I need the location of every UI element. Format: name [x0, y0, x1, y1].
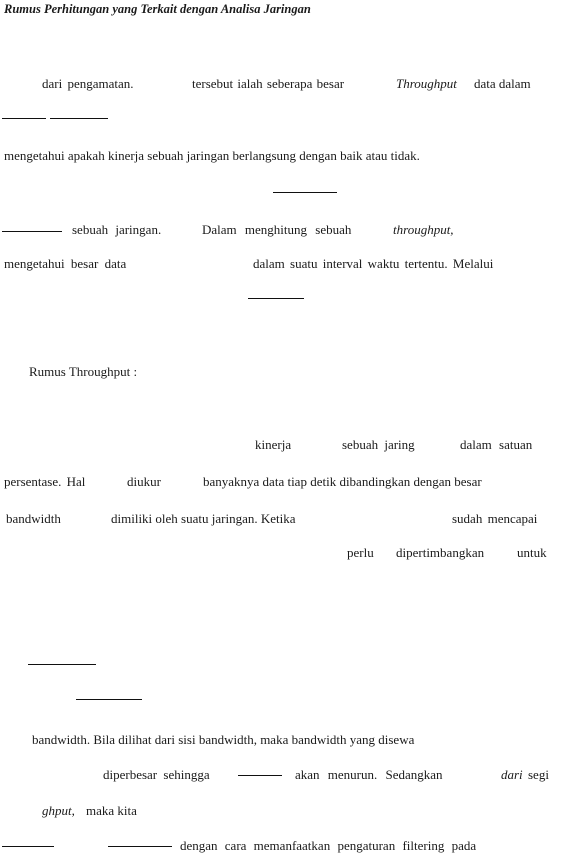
p4-line2-c: dari — [501, 767, 523, 782]
p3-line2-c: banyaknya data tiap detik dibandingkan dengan besar — [203, 474, 482, 489]
p3-line1-a: kinerja — [255, 437, 292, 452]
p4-line1: bandwidth. Bila dilihat dari sisi bandwidth, maka bandwidth yang disewa — [32, 732, 415, 747]
throughput-formula-label: Rumus Throughput : — [29, 364, 138, 379]
p1-line1-b: tersebut ialah seberapa besar — [192, 76, 345, 91]
redaction-line — [2, 231, 62, 232]
p3-line1-b: sebuah jaring — [342, 437, 415, 452]
p4-line2-d: segi — [528, 767, 549, 782]
p3-line4-b: dipertimbangkan — [396, 545, 485, 560]
p1-line1-a: dari pengamatan. — [42, 76, 134, 91]
redaction-line — [108, 846, 172, 847]
redaction-line — [2, 846, 54, 847]
p4-line2-b: akan menurun. Sedangkan — [295, 767, 443, 782]
p1-line4-a: mengetahui besar data — [4, 256, 127, 271]
redaction-line — [248, 298, 304, 299]
p3-line4-a: perlu — [347, 545, 374, 560]
p3-line4-c: untuk — [517, 545, 547, 560]
redaction-line — [273, 192, 337, 193]
redaction-line — [2, 118, 46, 119]
p1-line2: mengetahui apakah kinerja sebuah jaringan berlangsung dengan baik atau tidak. — [4, 148, 420, 163]
redaction-line — [238, 775, 282, 776]
p4-line2-a: diperbesar sehingga — [103, 767, 210, 782]
p4-line4-a: dengan cara memanfaatkan pengaturan filtering pada — [180, 838, 477, 853]
p1-line4-b: dalam suatu interval waktu tertentu. Melalui — [253, 256, 494, 271]
p1-line1-d: data dalam — [474, 76, 531, 91]
p3-line1-c: dalam satuan — [460, 437, 533, 452]
p1-line3-a: sebuah jaringan. — [72, 222, 162, 237]
redaction-line — [28, 664, 96, 665]
p3-line3-b: dimiliki oleh suatu jaringan. Ketika — [111, 511, 296, 526]
p1-line3-c: throughput, — [393, 222, 454, 237]
p3-line2-a: persentase. Hal — [4, 474, 86, 489]
document-title: Rumus Perhitungan yang Terkait dengan Analisa Jaringan — [4, 2, 311, 16]
p4-line3-a: ghput, — [42, 803, 75, 818]
p3-line3-c: sudah mencapai — [452, 511, 538, 526]
p1-line3-b: Dalam menghitung sebuah — [202, 222, 352, 237]
redaction-line — [50, 118, 108, 119]
p3-line3-a: bandwidth — [6, 511, 61, 526]
p4-line3-b: maka kita — [86, 803, 137, 818]
p3-line2-b: diukur — [127, 474, 161, 489]
p1-line1-c: Throughput — [396, 76, 457, 91]
redaction-line — [76, 699, 142, 700]
